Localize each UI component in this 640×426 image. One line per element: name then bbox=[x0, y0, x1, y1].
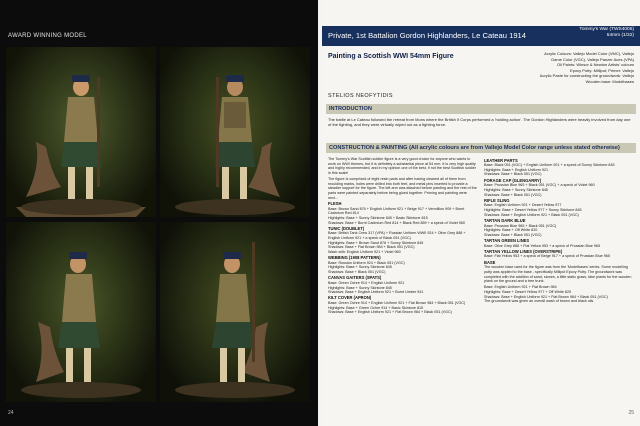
credit-line: Acrylic Paste for constructing the groundwork: Vallejo bbox=[539, 73, 634, 79]
recipe-line: Shadows: Base + Black 051 (VGC) bbox=[328, 270, 386, 275]
text-column-left bbox=[328, 157, 478, 315]
figure-maker: Tommy's War (TWS4005) bbox=[579, 27, 634, 32]
recipe-line: Shadows: Base + English Uniform 921 + Burnt Umber 941 bbox=[328, 290, 424, 295]
recipe-line: Shadows: Base + Black 051 (VGC) bbox=[484, 172, 542, 177]
recipe-line: Shadows: Base + English Uniform 921 + Flat Brown 984 + Black 051 (VGC) bbox=[484, 294, 608, 299]
left-page bbox=[0, 0, 318, 426]
page-number-left: 24 bbox=[8, 410, 14, 416]
credit-line: Wooden base: Modelbases bbox=[585, 78, 634, 84]
photo-front-view bbox=[6, 47, 156, 217]
recipe-line: Highlights: Base + Sunny Skintone 845 bbox=[328, 285, 392, 290]
section-heading-sling: RIFLE SLING bbox=[484, 197, 510, 203]
photo-left-view bbox=[6, 222, 156, 402]
paragraph: The wooden base used for the figure was from the 'Modelbases' series. Some modelling putty was applied to the base - specifically Milliput Epoxy Putty. The groundwork was completed with the addition of sand, stones, a little static grass, fake plants for the wooden plank on the ground and a tree trunk. bbox=[484, 265, 632, 284]
recipe-line: Wash with: English Uniform 921 + Violet 960 bbox=[328, 249, 401, 254]
recipe-line: Highlights: Base + Sunny Skintone 845 bbox=[328, 265, 392, 270]
recipe-line: Shadows: Base + Black 051 (VGC) bbox=[484, 192, 542, 197]
recipe-line: Shadows: Base + English Uniform 921 + Black 051 (VGC) bbox=[484, 212, 579, 217]
recipe-line: Highlights: Base + Brown Sand 876 + Sunny Skintone 845 bbox=[328, 240, 424, 245]
recipe-line: Highlights: Base + Desert Yellow 977 + Off White 820 bbox=[484, 290, 572, 295]
recipe-line: Base: English Uniform 921 + Flat Brown 984 bbox=[484, 285, 557, 290]
recipe-line: Base: Russian Uniform 924 + Black 051 (VGC) bbox=[328, 260, 405, 265]
soldier-figure-right bbox=[160, 222, 310, 402]
credit-line: Acrylic Colours: Vallejo Model Color (VMC), Vallejo bbox=[544, 51, 634, 56]
construction-heading: CONSTRUCTION & PAINTING (All acrylic colours are from Vallejo Model Color range unless stated otherwise) bbox=[326, 143, 636, 153]
credit-line: Game Color (VGC), Vallejo Panzer Aces (VPA) bbox=[551, 56, 634, 62]
recipe-line: Highlights: Base + English Uniform 921 bbox=[484, 167, 549, 172]
section-heading-tartan-yellow: TARTAN YELLOW LINES (OVERSTRIPE) bbox=[484, 248, 563, 254]
article-title: Private, 1st Battalion Gordon Highlanders, Le Cateau 1914 bbox=[328, 31, 526, 40]
soldier-figure-back bbox=[160, 47, 310, 217]
recipe-line: Highlights: Base + Green Ochre 914 + Basic Skintone 815 bbox=[328, 305, 424, 310]
author-name: STELIOS NEOFYTIDIS bbox=[328, 93, 393, 99]
section-heading-tartan-green: TARTAN GREEN LINES bbox=[484, 238, 530, 243]
recipe-line: Base: Flat Yellow 953 + a speck of Beige 917 + a speck of Prussian Blue 965 bbox=[484, 254, 610, 259]
figure-scale: 54mm (1/32) bbox=[606, 33, 634, 38]
text-column-right bbox=[484, 157, 634, 306]
photo-back-view bbox=[160, 47, 310, 217]
recipe-line: Highlights: Base + Sunny Skintone 845 bbox=[484, 187, 548, 192]
right-page bbox=[322, 0, 640, 426]
recipe-line: Base: Green Ochre 914 + English Uniform 921 + Flat Brown 984 + Black 051 (VGC) bbox=[328, 301, 466, 306]
recipe-line: Base: Brown Sand 876 + English Uniform 921 + Beige 917 + Vermillion 909 + Burnt Cadmium Red 814 bbox=[328, 206, 465, 216]
soldier-figure-left bbox=[6, 222, 156, 402]
recipe-line: Shadows: Base + English Uniform 921 + Flat Brown 984 + Black 051 (VGC) bbox=[328, 310, 452, 315]
recipe-line: Highlights: Base + Off White 820 bbox=[484, 228, 538, 233]
credit-line: Oil Paints: Winsor & Newton Artists' colours bbox=[556, 62, 634, 68]
section-heading-apron: KILT COVER (APRON) bbox=[328, 295, 372, 301]
recipe-line: Base: Prussian Blue 965 + Black 051 (VGC) bbox=[484, 223, 557, 228]
materials-credits bbox=[484, 51, 634, 85]
section-heading-webbing: WEBBING (1908 PATTERN) bbox=[328, 255, 381, 261]
recipe-line: Base: Green Ochre 914 + English Uniform 921 bbox=[328, 280, 405, 285]
page-number-right: 25 bbox=[628, 410, 634, 416]
recipe-line: Base: British Tank Crew 317 (VPA) + Russian Uniform WWII 924 + Olive Grey 888 + English Uniform 921 + a speck of Black 051 (VGC) bbox=[328, 231, 466, 240]
section-heading-leather: LEATHER PARTS bbox=[484, 157, 518, 163]
paragraph: The groundwork was given an overall wash of brown and black oils. bbox=[484, 299, 595, 304]
recipe-line: Highlights: Base + Sunny Skintone 845 + Basic Skintone 815 bbox=[328, 215, 428, 220]
soldier-figure-front bbox=[6, 47, 156, 217]
recipe-line: Shadows: Base + Black 051 (VGC) bbox=[484, 232, 542, 237]
credit-line: Epoxy Putty: Milliput; Primer: Vallejo bbox=[570, 67, 634, 73]
section-heading-tartan-blue: TARTAN DARK BLUE bbox=[484, 217, 526, 223]
recipe-line: Base: Black 051 (VGC) + English Uniform 921 + a speck of Sunny Skintone 845 bbox=[484, 163, 615, 168]
paragraph: The figure is comprised of eight resin parts and after having cleaned all of them from moulding marks, holes were drilled into both feet, and metal pins inserted to provide a steadier support for the figure. The left arm was attached before painting and the rest of the parts were painted separately before being glued together. Priming and painting were next... bbox=[328, 177, 477, 200]
section-heading-base: BASE bbox=[484, 259, 496, 265]
section-heading-gaiters: CANVAS GAITERS (SPATS) bbox=[328, 275, 382, 281]
section-heading-tunic: TUNIC (DOUBLET) bbox=[328, 225, 365, 231]
section-heading-cap: FORAGE CAP (GLENGARRY) bbox=[484, 177, 542, 183]
intro-text: The battle at Le Cateau followed the retreat from Mons where the British II Corps performed a 'holding action'. The Gordon Highlanders were heavily involved from day one of the fighting, and they were virtually wiped out as a fighting force. bbox=[328, 117, 631, 128]
intro-heading: INTRODUCTION bbox=[326, 104, 636, 114]
article-subtitle: Painting a Scottish WWI 54mm Figure bbox=[328, 53, 454, 60]
recipe-line: Base: Olive Grey 888 + Flat Yellow 953 + a speck of Prussian Blue 965 bbox=[484, 243, 601, 248]
photo-right-view bbox=[160, 222, 310, 402]
recipe-line: Base: Prussian Blue 965 + Black 051 (VGC) + a speck of Violet 960 bbox=[484, 183, 595, 188]
recipe-line: Base: English Uniform 921 + Desert Yellow 977 bbox=[484, 203, 562, 208]
paragraph: The Tommy's War Scottish soldier figure is a very good choice for anyone who wants to work on WWI themes, but it is definitely a substantial piece at 54 mm. It is very high quality and highly recommended, and in my opinion one of the best, if not the best Scottish soldier in this scale! bbox=[328, 157, 476, 175]
recipe-line: Shadows: Base + Flat Brown 984 + Black 051 (VGC) bbox=[328, 245, 415, 250]
figure-reference bbox=[579, 27, 634, 39]
recipe-line: Highlights: Base + Desert Yellow 977 + Sunny Skintone 845 bbox=[484, 208, 582, 213]
page-header: AWARD WINNING MODEL bbox=[8, 33, 87, 39]
section-heading-flesh: FLESH bbox=[328, 200, 342, 206]
recipe-line: Shadows: Base + Burnt Cadmium Red 814 + Black Red 859 + a speck of Violet 960 bbox=[328, 220, 465, 225]
